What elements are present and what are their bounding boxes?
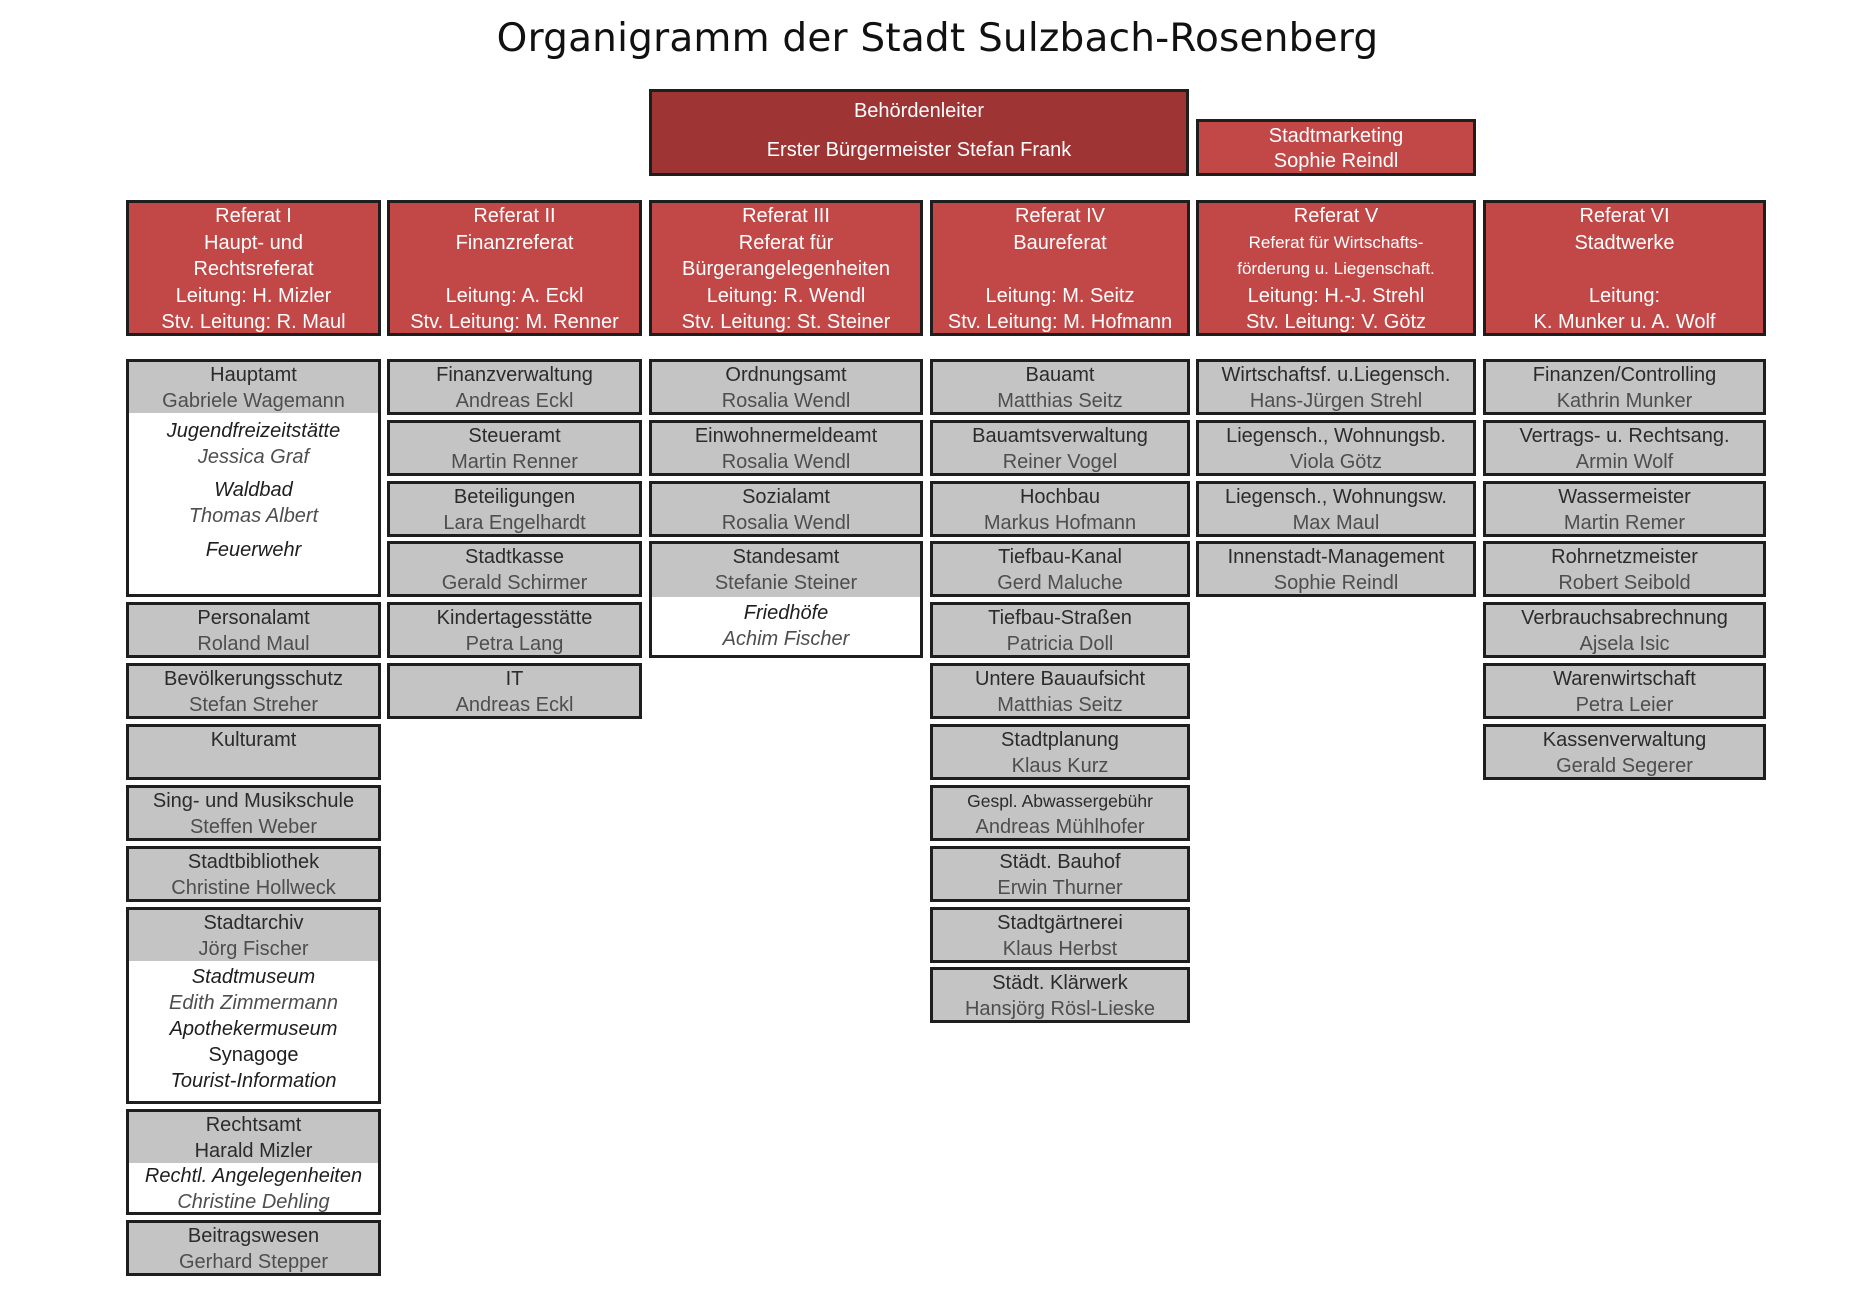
unit-box — [126, 602, 381, 658]
unit-person: Armin Wolf — [1575, 451, 1674, 473]
unit-name: Vertrags- u. Rechtsang. — [1519, 425, 1730, 447]
unit-header — [129, 910, 378, 961]
unit-person: Stefanie Steiner — [714, 572, 858, 594]
unit-name: Wassermeister — [1558, 486, 1691, 508]
unit-name: Städt. Bauhof — [999, 851, 1121, 873]
unit-person: Hansjörg Rösl-Lieske — [964, 998, 1156, 1020]
referat-line: Referat für Wirtschafts- — [1248, 232, 1424, 252]
unit-name: Standesamt — [732, 546, 840, 568]
unit-name: Sozialamt — [742, 486, 830, 508]
referat-line: Stv. Leitung: R. Maul — [161, 311, 346, 333]
unit-name: Steueramt — [468, 425, 561, 447]
unit-person: Viola Götz — [1290, 451, 1382, 473]
unit-box — [1196, 420, 1476, 476]
unit-person: Reiner Vogel — [1002, 451, 1118, 473]
unit-name: Tiefbau-Kanal — [998, 546, 1122, 568]
unit-box — [649, 359, 923, 415]
unit-name: Bauamt — [1025, 364, 1095, 386]
referat-line: Bürgerangelegenheiten — [682, 258, 890, 280]
unit-person: Petra Lang — [465, 633, 564, 655]
unit-name: Warenwirtschaft — [1553, 668, 1696, 690]
unit-person: Harald Mizler — [194, 1140, 313, 1162]
unit-person: Andreas Mühlhofer — [975, 816, 1145, 838]
unit-box-hauptamt — [126, 359, 381, 597]
unit-box — [387, 663, 642, 719]
referat-line: Stv. Leitung: M. Hofmann — [947, 311, 1173, 333]
referat-line: Referat II — [473, 205, 556, 227]
unit-box — [126, 785, 381, 841]
unit-name: Liegensch., Wohnungsw. — [1224, 486, 1447, 508]
unit-name: Ordnungsamt — [725, 364, 847, 386]
unit-person: Jörg Fischer — [198, 938, 309, 960]
unit-person: Gerhard Stepper — [179, 1251, 328, 1273]
unit-name: Städt. Klärwerk — [992, 972, 1128, 994]
unit-box — [1483, 481, 1766, 537]
sub-unit-person: Thomas Albert — [188, 505, 319, 527]
referat-line: Stadtwerke — [1574, 231, 1675, 254]
unit-name: Sing- und Musikschule — [152, 790, 355, 812]
referat-line: Rechtsreferat — [193, 258, 314, 280]
unit-box — [930, 663, 1190, 719]
unit-box — [930, 541, 1190, 597]
unit-name: Stadtkasse — [465, 546, 564, 568]
unit-box — [1483, 541, 1766, 597]
unit-person: Gerald Segerer — [1556, 755, 1693, 777]
unit-person: Gerd Maluche — [997, 572, 1123, 594]
unit-name: Finanzen/Controlling — [1532, 364, 1717, 386]
sub-unit-name: Rechtl. Angelegenheiten — [144, 1165, 363, 1187]
unit-name: Verbrauchsabrechnung — [1521, 607, 1728, 629]
unit-box — [126, 1220, 381, 1276]
unit-person: Klaus Herbst — [1002, 938, 1118, 960]
unit-person: Ajsela Isic — [1579, 633, 1670, 655]
sub-unit-person: Achim Fischer — [722, 628, 850, 650]
unit-name: Wirtschaftsf. u.Liegensch. — [1221, 364, 1451, 386]
unit-person: Martin Renner — [451, 451, 578, 473]
unit-box-stadtarchiv — [126, 907, 381, 1104]
unit-box — [930, 967, 1190, 1023]
unit-name: Innenstadt-Management — [1227, 546, 1445, 568]
unit-name: Kassenverwaltung — [1542, 729, 1707, 751]
unit-person: Martin Remer — [1563, 512, 1686, 534]
unit-person: Petra Leier — [1575, 694, 1674, 716]
sub-unit-name: Jugendfreizeitstätte — [166, 420, 341, 442]
unit-name: Hochbau — [1019, 486, 1101, 508]
referat-line: Referat III — [742, 205, 830, 227]
unit-name: Rechtsamt — [205, 1114, 302, 1136]
unit-name: Stadtplanung — [1001, 729, 1119, 751]
unit-person: Rosalia Wendl — [721, 451, 851, 473]
unit-person: Matthias Seitz — [997, 694, 1123, 716]
unit-box — [126, 724, 381, 780]
unit-box — [930, 602, 1190, 658]
unit-box-standesamt — [649, 541, 923, 658]
unit-person: Rosalia Wendl — [721, 512, 851, 534]
unit-box — [930, 359, 1190, 415]
unit-person: Kathrin Munker — [1556, 390, 1693, 412]
unit-name: Hauptamt — [210, 364, 297, 386]
unit-person: Andreas Eckl — [455, 694, 574, 716]
referat-3-header — [649, 200, 923, 336]
unit-box — [387, 420, 642, 476]
sub-unit-person: Edith Zimmermann — [169, 992, 338, 1014]
unit-name: IT — [505, 668, 524, 690]
unit-person: Patricia Doll — [1006, 633, 1114, 655]
unit-person: Andreas Eckl — [455, 390, 574, 412]
unit-box — [1196, 481, 1476, 537]
unit-box — [387, 541, 642, 597]
unit-person: Erwin Thurner — [997, 877, 1123, 899]
unit-box — [930, 785, 1190, 841]
unit-person: Christine Hollweck — [171, 877, 336, 899]
unit-box — [1196, 541, 1476, 597]
unit-box — [649, 420, 923, 476]
referat-line: Haupt- und — [204, 231, 303, 254]
sub-unit-person: Jessica Graf — [197, 446, 310, 468]
unit-person: Sophie Reindl — [1273, 572, 1399, 594]
unit-name: Finanzverwaltung — [436, 364, 593, 386]
referat-line: Leitung: A. Eckl — [445, 284, 584, 307]
unit-box — [1483, 724, 1766, 780]
unit-name: Rohrnetzmeister — [1551, 546, 1698, 568]
sub-unit-person: Christine Dehling — [177, 1191, 330, 1213]
unit-person: Gerald Schirmer — [441, 572, 588, 594]
unit-box-rechtsamt — [126, 1109, 381, 1215]
unit-box — [387, 602, 642, 658]
referat-line: Baureferat — [1013, 231, 1107, 254]
referat-line: Referat I — [215, 205, 292, 227]
unit-box — [387, 359, 642, 415]
unit-box — [1483, 420, 1766, 476]
referat-line: Leitung: R. Wendl — [706, 284, 866, 307]
referat-line — [390, 256, 639, 283]
marketing-label: Stadtmarketing — [1268, 125, 1404, 147]
referat-line: Referat für — [738, 231, 834, 254]
referat-line: Stv. Leitung: St. Steiner — [681, 311, 891, 333]
referat-line: Leitung: H.-J. Strehl — [1247, 284, 1425, 307]
unit-person: Lara Engelhardt — [443, 512, 586, 534]
unit-name: Bevölkerungsschutz — [164, 668, 343, 690]
referat-line: Referat IV — [1014, 205, 1106, 227]
unit-name: Beitragswesen — [187, 1225, 320, 1247]
referat-line — [1486, 256, 1763, 283]
referat-5-header — [1196, 200, 1476, 336]
referat-line — [933, 256, 1187, 283]
referat-line: Stv. Leitung: M. Renner — [410, 311, 619, 333]
unit-header — [129, 1112, 378, 1163]
unit-name: Einwohnermeldeamt — [694, 425, 878, 447]
unit-box — [126, 846, 381, 902]
unit-box — [126, 663, 381, 719]
unit-name: Stadtarchiv — [203, 912, 304, 934]
referat-line: K. Munker u. A. Wolf — [1533, 311, 1716, 333]
unit-box — [387, 481, 642, 537]
page-title: Organigramm der Stadt Sulzbach-Rosenberg — [496, 16, 1379, 61]
unit-box — [930, 481, 1190, 537]
unit-name: Untere Bauaufsicht — [974, 668, 1146, 690]
referat-line: Leitung: H. Mizler — [175, 284, 332, 307]
unit-name: Beteiligungen — [453, 486, 576, 508]
unit-box — [930, 907, 1190, 963]
sub-unit-name: Apothekermuseum — [169, 1018, 338, 1040]
unit-person: Roland Maul — [197, 633, 310, 655]
sub-unit-name: Feuerwehr — [205, 539, 302, 561]
unit-person: Robert Seibold — [1558, 572, 1691, 594]
unit-name: Liegensch., Wohnungsb. — [1226, 425, 1446, 447]
unit-box — [1483, 602, 1766, 658]
unit-box — [930, 420, 1190, 476]
unit-person: Matthias Seitz — [997, 390, 1123, 412]
referat-line: Finanzreferat — [455, 231, 574, 254]
unit-person: Stefan Streher — [189, 694, 318, 716]
sub-unit-name: Waldbad — [214, 479, 293, 501]
unit-person: Steffen Weber — [189, 816, 318, 838]
head-name: Erster Bürgermeister Stefan Frank — [766, 139, 1072, 161]
referat-line: Stv. Leitung: V. Götz — [1245, 311, 1427, 333]
referat-line: förderung u. Liegenschaft. — [1237, 259, 1435, 278]
unit-name: Bauamtsverwaltung — [972, 425, 1148, 447]
referat-line: Leitung: — [1588, 284, 1661, 307]
sub-unit-name: Synagoge — [208, 1044, 299, 1066]
referat-6-header — [1483, 200, 1766, 336]
unit-name: Kindertagesstätte — [436, 607, 593, 629]
unit-box — [1196, 359, 1476, 415]
sub-unit-name: Friedhöfe — [743, 602, 829, 624]
unit-person: Max Maul — [1292, 512, 1380, 534]
referat-4-header — [930, 200, 1190, 336]
sub-unit-name: Tourist-Information — [170, 1070, 337, 1092]
referat-2-header — [387, 200, 642, 336]
unit-name: Stadtbibliothek — [187, 851, 320, 873]
unit-person: Gabriele Wagemann — [162, 390, 345, 412]
head-label: Behördenleiter — [853, 100, 985, 122]
unit-box — [930, 724, 1190, 780]
unit-box — [649, 481, 923, 537]
unit-box — [1483, 663, 1766, 719]
marketing-name: Sophie Reindl — [1273, 150, 1399, 172]
sub-unit-name: Stadtmuseum — [191, 966, 316, 988]
unit-name: Personalamt — [197, 607, 310, 629]
unit-person: Hans-Jürgen Strehl — [1249, 390, 1423, 412]
unit-name: Stadtgärtnerei — [997, 912, 1123, 934]
referat-line: Referat V — [1293, 205, 1379, 227]
unit-header — [652, 544, 920, 597]
unit-box — [1483, 359, 1766, 415]
unit-person: Klaus Kurz — [1011, 755, 1109, 777]
referat-line: Referat VI — [1579, 205, 1670, 227]
referat-1-header — [126, 200, 381, 336]
unit-person: Markus Hofmann — [983, 512, 1137, 534]
head-box — [649, 89, 1189, 176]
marketing-box — [1196, 119, 1476, 176]
unit-box — [930, 846, 1190, 902]
unit-person: Rosalia Wendl — [721, 390, 851, 412]
unit-header — [129, 362, 378, 413]
unit-name: Kulturamt — [210, 729, 297, 751]
unit-name: Gespl. Abwassergebühr — [967, 791, 1153, 811]
unit-name: Tiefbau-Straßen — [988, 607, 1132, 629]
referat-line: Leitung: M. Seitz — [985, 284, 1135, 307]
